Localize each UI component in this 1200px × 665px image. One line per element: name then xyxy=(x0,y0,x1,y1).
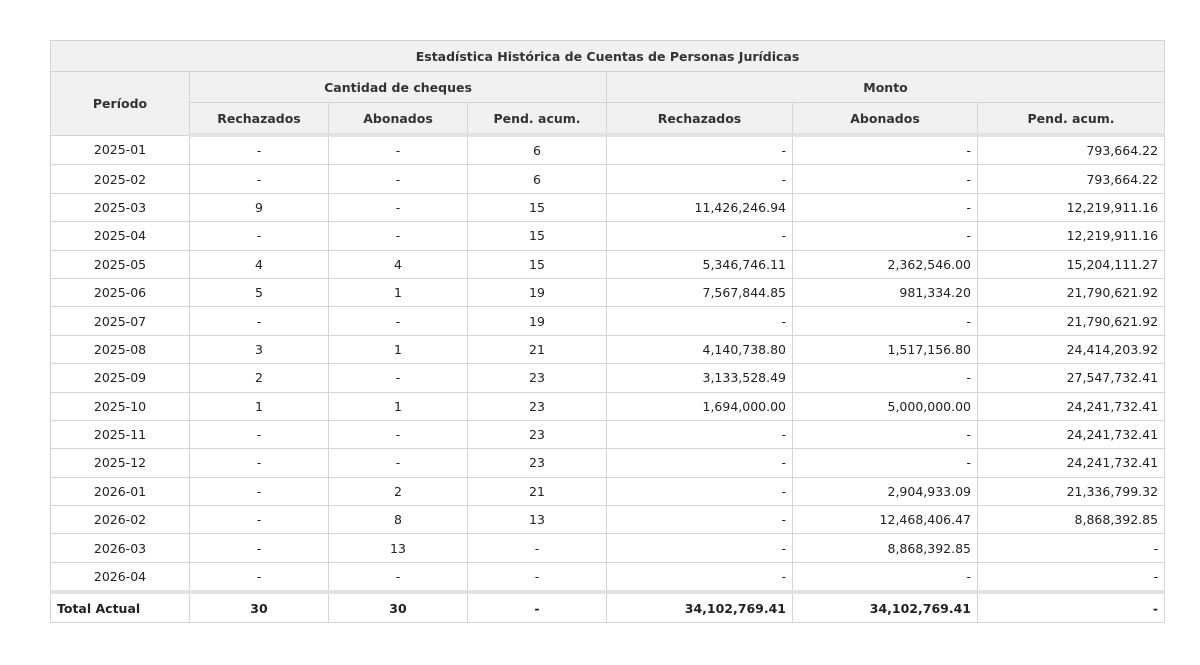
cell-monto-abonados: 2,362,546.00 xyxy=(793,250,978,278)
table-row xyxy=(51,449,1165,477)
cell-cantidad-rechazados: - xyxy=(190,449,329,477)
cell-monto-rechazados: 7,567,844.85 xyxy=(607,278,793,306)
cell-monto-rechazados: - xyxy=(607,222,793,250)
cell-monto-pend: 24,241,732.41 xyxy=(978,449,1165,477)
cell-periodo: 2025-01 xyxy=(51,135,190,165)
table-row xyxy=(51,392,1165,420)
cell-periodo: 2025-11 xyxy=(51,420,190,448)
cell-cantidad-pend: - xyxy=(468,562,607,592)
cell-monto-abonados: - xyxy=(793,307,978,335)
header-cantidad-pend: Pend. acum. xyxy=(468,103,607,136)
cell-cantidad-pend: 19 xyxy=(468,307,607,335)
cell-cantidad-abonados: 13 xyxy=(329,534,468,562)
table-row xyxy=(51,562,1165,592)
cell-periodo: 2026-03 xyxy=(51,534,190,562)
cell-monto-abonados: 1,517,156.80 xyxy=(793,335,978,363)
table-row xyxy=(51,335,1165,363)
cell-cantidad-pend: 15 xyxy=(468,250,607,278)
cell-monto-pend: - xyxy=(978,534,1165,562)
cell-cantidad-rechazados: - xyxy=(190,420,329,448)
cell-monto-abonados: - xyxy=(793,165,978,193)
cell-cantidad-rechazados: - xyxy=(190,506,329,534)
cell-monto-rechazados: - xyxy=(607,420,793,448)
cell-cantidad-abonados: - xyxy=(329,420,468,448)
cell-periodo: 2026-01 xyxy=(51,477,190,505)
cell-periodo: 2025-03 xyxy=(51,193,190,221)
cell-cantidad-pend: 19 xyxy=(468,278,607,306)
cell-monto-pend: - xyxy=(978,562,1165,592)
cell-cantidad-abonados: - xyxy=(329,135,468,165)
total-monto-pend: - xyxy=(978,592,1165,623)
cell-cantidad-rechazados: - xyxy=(190,562,329,592)
cell-monto-rechazados: - xyxy=(607,449,793,477)
cell-periodo: 2025-06 xyxy=(51,278,190,306)
table-row xyxy=(51,364,1165,392)
total-monto-abonados: 34,102,769.41 xyxy=(793,592,978,623)
cell-monto-pend: 27,547,732.41 xyxy=(978,364,1165,392)
cell-monto-pend: 24,241,732.41 xyxy=(978,420,1165,448)
cell-monto-pend: 12,219,911.16 xyxy=(978,193,1165,221)
cell-cantidad-abonados: - xyxy=(329,222,468,250)
table-row xyxy=(51,477,1165,505)
cell-monto-pend: 24,241,732.41 xyxy=(978,392,1165,420)
cell-cantidad-abonados: 1 xyxy=(329,392,468,420)
total-label: Total Actual xyxy=(51,592,190,623)
cell-monto-abonados: - xyxy=(793,449,978,477)
cell-monto-pend: 15,204,111.27 xyxy=(978,250,1165,278)
table-row xyxy=(51,420,1165,448)
table-row xyxy=(51,534,1165,562)
total-cantidad-rechazados: 30 xyxy=(190,592,329,623)
cell-monto-rechazados: - xyxy=(607,165,793,193)
cell-monto-pend: 24,414,203.92 xyxy=(978,335,1165,363)
header-monto-abonados: Abonados xyxy=(793,103,978,136)
cell-monto-pend: 793,664.22 xyxy=(978,165,1165,193)
cell-monto-rechazados: - xyxy=(607,562,793,592)
cell-monto-rechazados: 1,694,000.00 xyxy=(607,392,793,420)
cell-periodo: 2025-02 xyxy=(51,165,190,193)
cell-monto-rechazados: - xyxy=(607,506,793,534)
cell-periodo: 2025-05 xyxy=(51,250,190,278)
cell-monto-rechazados: 5,346,746.11 xyxy=(607,250,793,278)
table-title: Estadística Histórica de Cuentas de Personas Jurídicas xyxy=(51,41,1165,72)
cell-monto-abonados: - xyxy=(793,364,978,392)
cell-cantidad-rechazados: - xyxy=(190,165,329,193)
header-monto-pend: Pend. acum. xyxy=(978,103,1165,136)
cell-monto-pend: 21,790,621.92 xyxy=(978,278,1165,306)
cell-cantidad-abonados: - xyxy=(329,307,468,335)
cell-monto-abonados: 981,334.20 xyxy=(793,278,978,306)
cell-cantidad-pend: 13 xyxy=(468,506,607,534)
cell-monto-pend: 21,790,621.92 xyxy=(978,307,1165,335)
cell-monto-abonados: - xyxy=(793,193,978,221)
cell-monto-pend: 21,336,799.32 xyxy=(978,477,1165,505)
cell-cantidad-abonados: - xyxy=(329,562,468,592)
cell-cantidad-rechazados: 9 xyxy=(190,193,329,221)
cell-monto-abonados: 5,000,000.00 xyxy=(793,392,978,420)
cell-cantidad-rechazados: 4 xyxy=(190,250,329,278)
table-row xyxy=(51,250,1165,278)
total-cantidad-pend: - xyxy=(468,592,607,623)
cell-monto-abonados: 12,468,406.47 xyxy=(793,506,978,534)
header-monto-rechazados: Rechazados xyxy=(607,103,793,136)
cell-periodo: 2025-07 xyxy=(51,307,190,335)
cell-cantidad-abonados: - xyxy=(329,193,468,221)
cell-monto-abonados: 8,868,392.85 xyxy=(793,534,978,562)
cell-periodo: 2025-10 xyxy=(51,392,190,420)
cell-cantidad-abonados: - xyxy=(329,364,468,392)
table-row xyxy=(51,165,1165,193)
cell-cantidad-pend: 23 xyxy=(468,364,607,392)
cell-monto-pend: 793,664.22 xyxy=(978,135,1165,165)
cell-monto-rechazados: 4,140,738.80 xyxy=(607,335,793,363)
cell-cantidad-abonados: 1 xyxy=(329,278,468,306)
table-row xyxy=(51,193,1165,221)
cell-monto-abonados: - xyxy=(793,420,978,448)
cell-monto-abonados: - xyxy=(793,562,978,592)
cell-cantidad-rechazados: - xyxy=(190,307,329,335)
table-body xyxy=(51,135,1165,592)
cell-cantidad-abonados: 4 xyxy=(329,250,468,278)
cell-periodo: 2026-02 xyxy=(51,506,190,534)
cell-monto-pend: 12,219,911.16 xyxy=(978,222,1165,250)
cell-monto-rechazados: - xyxy=(607,534,793,562)
header-periodo: Período xyxy=(51,72,190,136)
cell-cantidad-pend: 6 xyxy=(468,165,607,193)
cell-periodo: 2025-04 xyxy=(51,222,190,250)
table-row xyxy=(51,278,1165,306)
cell-cantidad-rechazados: 3 xyxy=(190,335,329,363)
cell-monto-abonados: 2,904,933.09 xyxy=(793,477,978,505)
cell-cantidad-rechazados: - xyxy=(190,135,329,165)
cell-cantidad-pend: 23 xyxy=(468,420,607,448)
cell-cantidad-pend: 21 xyxy=(468,477,607,505)
stats-table-container xyxy=(50,40,1164,623)
cell-cantidad-pend: 15 xyxy=(468,193,607,221)
cell-monto-abonados: - xyxy=(793,135,978,165)
cell-cantidad-pend: 6 xyxy=(468,135,607,165)
header-cantidad-abonados: Abonados xyxy=(329,103,468,136)
total-cantidad-abonados: 30 xyxy=(329,592,468,623)
cell-periodo: 2026-04 xyxy=(51,562,190,592)
historical-stats-table xyxy=(50,40,1165,623)
cell-periodo: 2025-09 xyxy=(51,364,190,392)
header-cantidad-rechazados: Rechazados xyxy=(190,103,329,136)
cell-cantidad-abonados: 2 xyxy=(329,477,468,505)
cell-monto-rechazados: - xyxy=(607,477,793,505)
total-row xyxy=(51,592,1165,623)
cell-cantidad-rechazados: 5 xyxy=(190,278,329,306)
cell-cantidad-abonados: 1 xyxy=(329,335,468,363)
cell-cantidad-pend: 23 xyxy=(468,449,607,477)
cell-cantidad-abonados: - xyxy=(329,165,468,193)
cell-monto-rechazados: 3,133,528.49 xyxy=(607,364,793,392)
cell-cantidad-pend: 23 xyxy=(468,392,607,420)
table-row xyxy=(51,307,1165,335)
header-monto-group: Monto xyxy=(607,72,1165,103)
table-row xyxy=(51,506,1165,534)
cell-monto-rechazados: - xyxy=(607,135,793,165)
cell-cantidad-rechazados: 1 xyxy=(190,392,329,420)
cell-monto-pend: 8,868,392.85 xyxy=(978,506,1165,534)
cell-monto-rechazados: - xyxy=(607,307,793,335)
cell-periodo: 2025-08 xyxy=(51,335,190,363)
total-monto-rechazados: 34,102,769.41 xyxy=(607,592,793,623)
cell-cantidad-rechazados: - xyxy=(190,222,329,250)
cell-cantidad-rechazados: - xyxy=(190,534,329,562)
cell-cantidad-rechazados: - xyxy=(190,477,329,505)
cell-monto-rechazados: 11,426,246.94 xyxy=(607,193,793,221)
cell-monto-abonados: - xyxy=(793,222,978,250)
cell-periodo: 2025-12 xyxy=(51,449,190,477)
table-row xyxy=(51,135,1165,165)
cell-cantidad-pend: 15 xyxy=(468,222,607,250)
cell-cantidad-rechazados: 2 xyxy=(190,364,329,392)
header-cantidad-group: Cantidad de cheques xyxy=(190,72,607,103)
cell-cantidad-abonados: 8 xyxy=(329,506,468,534)
cell-cantidad-pend: 21 xyxy=(468,335,607,363)
table-row xyxy=(51,222,1165,250)
cell-cantidad-pend: - xyxy=(468,534,607,562)
cell-cantidad-abonados: - xyxy=(329,449,468,477)
